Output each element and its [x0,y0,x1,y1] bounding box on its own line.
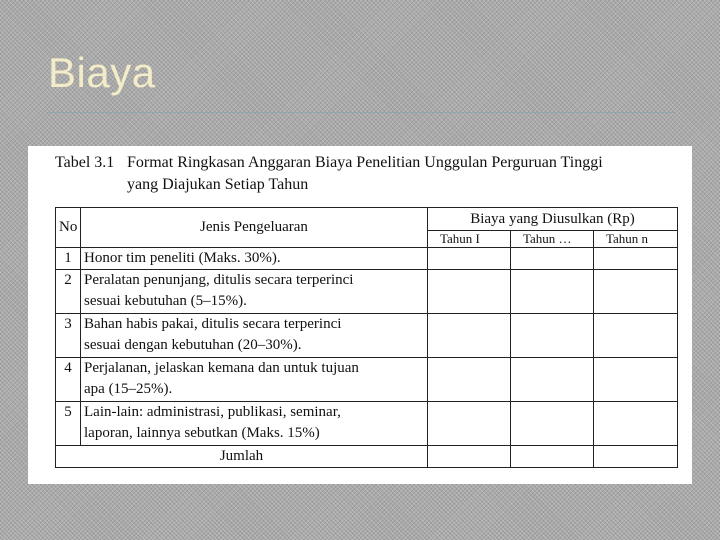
row-item-line: Bahan habis pakai, ditulis secara terperinci [84,316,342,332]
row-item-line: Peralatan penunjang, ditulis secara terperinci [84,272,354,288]
cell-year-n [594,314,678,358]
row-item-line: Lain-lain: administrasi, publikasi, seminar, [84,404,341,420]
header-year-n: Tahun n [594,231,678,248]
row-number: 4 [56,358,81,402]
caption-line-2: yang Diajukan Setiap Tahun [127,176,309,193]
cell-year-mid [511,248,594,270]
row-item [81,270,428,314]
document-image [28,146,692,484]
row-number: 5 [56,402,81,446]
row-number: 1 [56,248,81,270]
table-row [56,248,678,270]
header-year-1: Tahun I [428,231,511,248]
row-item-line: Perjalanan, jelaskan kemana dan untuk tujuan [84,360,359,376]
table-row [56,358,678,402]
total-year-n [594,446,678,468]
total-year-1 [428,446,511,468]
row-item-line: apa (15–25%). [84,381,173,397]
row-item-line: sesuai dengan kebutuhan (20–30%). [84,337,302,353]
header-biaya: Biaya yang Diusulkan (Rp) [428,208,678,231]
table-row [56,270,678,314]
cell-year-n [594,270,678,314]
total-year-mid [511,446,594,468]
cell-year-mid [511,270,594,314]
row-number: 2 [56,270,81,314]
slide-title: Biaya [48,49,156,96]
row-item [81,358,428,402]
caption-label: Tabel 3.1 [55,154,115,171]
cell-year-1 [428,402,511,446]
cell-year-1 [428,248,511,270]
cell-year-n [594,358,678,402]
row-item [81,314,428,358]
caption-line-1: Format Ringkasan Anggaran Biaya Penelitian Unggulan Perguruan Tinggi [127,154,603,171]
row-item-line: sesuai kebutuhan (5–15%). [84,293,247,309]
header-no: No [56,208,81,248]
cell-year-1 [428,314,511,358]
table-caption [55,152,603,196]
cell-year-1 [428,270,511,314]
row-number: 3 [56,314,81,358]
cell-year-mid [511,358,594,402]
cell-year-mid [511,402,594,446]
row-item [81,402,428,446]
header-jenis: Jenis Pengeluaran [81,208,428,248]
total-label: Jumlah [56,446,428,468]
table-total-row [56,446,678,468]
table-header-row [56,208,678,231]
row-item-line: laporan, lainnya sebutkan (Maks. 15%) [84,425,320,441]
title-divider [48,112,675,113]
cell-year-mid [511,314,594,358]
cell-year-n [594,248,678,270]
cell-year-1 [428,358,511,402]
table-row [56,314,678,358]
cell-year-n [594,402,678,446]
row-item [81,248,428,270]
table-row [56,402,678,446]
budget-table [55,207,678,468]
header-year-mid: Tahun … [511,231,594,248]
row-item-line: Honor tim peneliti (Maks. 30%). [84,250,281,266]
